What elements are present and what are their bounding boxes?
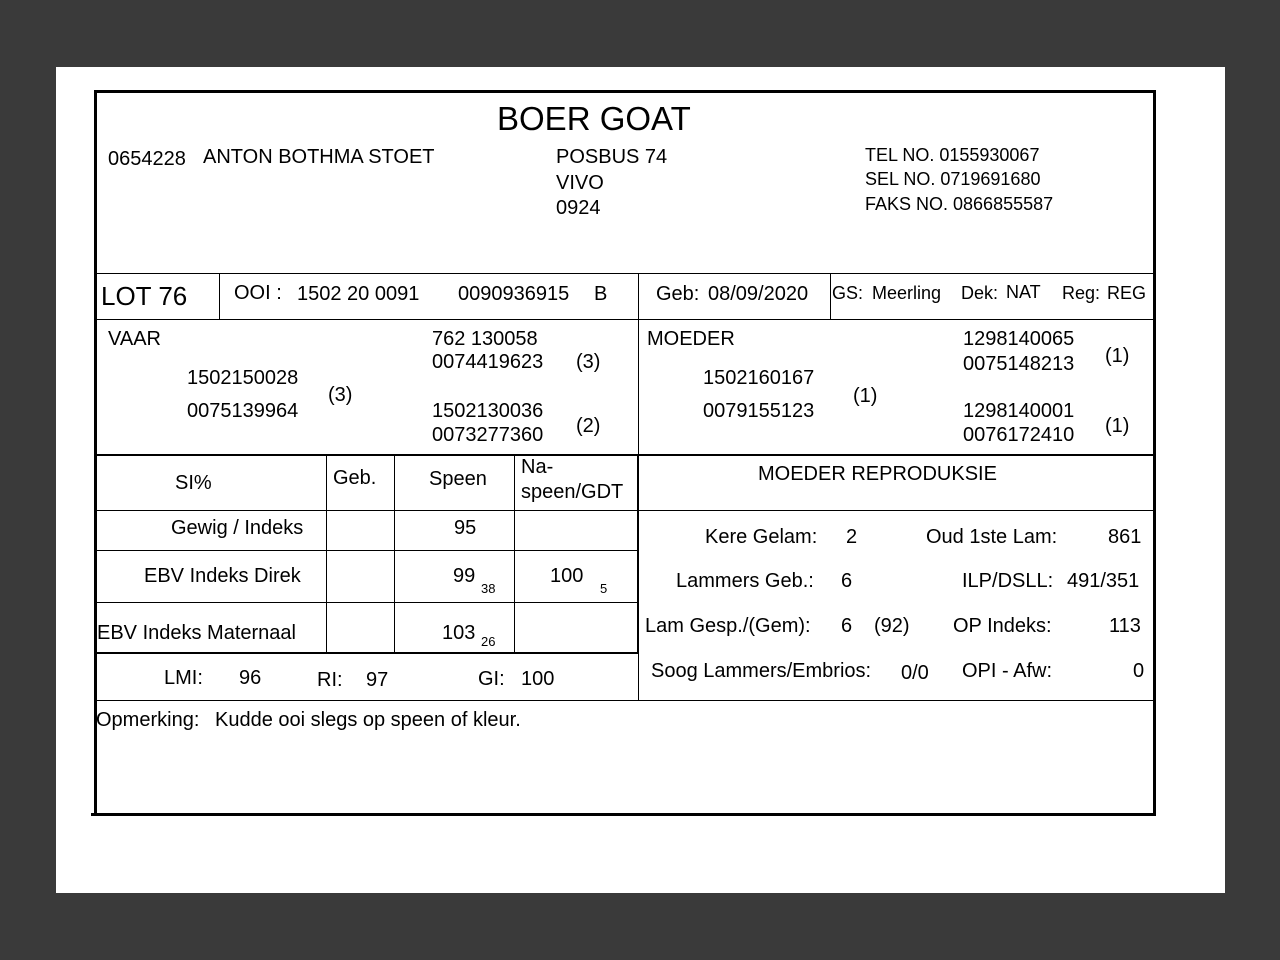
frame-right: [1153, 90, 1156, 816]
lammers-label: Lammers Geb.:: [676, 570, 814, 592]
lmi-label: LMI:: [164, 667, 203, 689]
vaar-id: 1502150028: [187, 367, 299, 389]
frame-bottom: [91, 813, 1156, 816]
row-label: Gewig / Indeks: [171, 517, 304, 539]
moeder-dam-id: 1298140001: [963, 400, 1075, 422]
address-line-3: 0924: [556, 197, 601, 219]
geb-header: Geb.: [333, 467, 377, 489]
moeder-label: MOEDER: [647, 328, 735, 350]
vaar-dam-id: 1502130036: [432, 400, 544, 422]
moeder-grade: (1): [853, 385, 878, 407]
divider: [94, 602, 638, 603]
gi-label: GI:: [478, 668, 505, 690]
moeder-id: 1502160167: [703, 367, 815, 389]
vaar-dam-number: 0073277360: [432, 424, 544, 446]
opi-value: 0: [1133, 660, 1145, 682]
divider: [830, 273, 831, 319]
moeder-sire-number: 0075148213: [963, 353, 1075, 375]
geb-label: Geb:: [656, 283, 700, 305]
lot-label: LOT 76: [101, 281, 188, 311]
soog-value: 0/0: [901, 662, 929, 684]
gs-value: Meerling: [872, 283, 942, 303]
reg-label: Reg:: [1062, 283, 1101, 303]
gesp-gem: (92): [874, 615, 910, 637]
dek-label: Dek:: [961, 283, 999, 303]
divider: [219, 273, 220, 319]
divider: [94, 652, 638, 654]
naspeen-header-line2: speen/GDT: [521, 481, 624, 503]
ilp-value: 491/351: [1067, 570, 1140, 592]
opmerking-label: Opmerking:: [96, 709, 200, 731]
divider: [94, 510, 1156, 511]
divider: [94, 550, 638, 551]
sel-number: SEL NO. 0719691680: [865, 169, 1041, 189]
address-line-1: POSBUS 74: [556, 146, 668, 168]
lammers-value: 6: [841, 570, 853, 592]
ri-value: 97: [366, 669, 389, 691]
kere-gelam-label: Kere Gelam:: [705, 526, 818, 548]
kere-gelam-value: 2: [846, 526, 858, 548]
row-speen-sub: 26: [481, 634, 496, 649]
ooi-number: 0090936915: [458, 283, 570, 305]
breeder-name: ANTON BOTHMA STOET: [203, 146, 435, 168]
row-speen-value: 99: [453, 565, 476, 587]
faks-number: FAKS NO. 0866855587: [865, 194, 1054, 214]
divider: [637, 454, 639, 654]
boer-goat-lot-card: [94, 90, 1156, 816]
vaar-sire-id: 762 130058: [432, 328, 538, 350]
lmi-value: 96: [239, 667, 262, 689]
ooi-id: 1502 20 0091: [297, 283, 420, 305]
frame-left: [94, 90, 97, 816]
vaar-sire-grade: (3): [576, 351, 601, 373]
naspeen-header-line1: Na-: [521, 456, 554, 478]
vaar-sire-number: 0074419623: [432, 351, 544, 373]
op-value: 113: [1109, 615, 1141, 637]
moeder-sire-id: 1298140065: [963, 328, 1075, 350]
dek-value: NAT: [1006, 282, 1041, 302]
oud-label: Oud 1ste Lam:: [926, 526, 1058, 548]
gs-label: GS:: [832, 283, 864, 303]
row-label: EBV Indeks Direk: [144, 565, 301, 587]
row-speen-value: 103: [442, 622, 476, 644]
vaar-label: VAAR: [108, 328, 161, 350]
opmerking-text: Kudde ooi slegs op speen of kleur.: [215, 709, 521, 731]
row-speen-sub: 38: [481, 581, 496, 596]
oud-value: 861: [1108, 526, 1142, 548]
address-line-2: VIVO: [556, 172, 604, 194]
opi-label: OPI - Afw:: [962, 660, 1053, 682]
vaar-dam-grade: (2): [576, 415, 601, 437]
vaar-number: 0075139964: [187, 400, 299, 422]
row-naspeen-value: 100: [550, 565, 584, 587]
divider: [94, 273, 1156, 274]
gi-value: 100: [521, 668, 555, 690]
row-speen-value: 95: [454, 517, 477, 539]
divider: [394, 454, 395, 652]
ri-label: RI:: [317, 669, 343, 691]
gesp-label: Lam Gesp./(Gem):: [645, 615, 811, 637]
op-label: OP Indeks:: [953, 615, 1052, 637]
ooi-grade: B: [594, 283, 608, 305]
soog-label: Soog Lammers/Embrios:: [651, 660, 872, 682]
gesp-value: 6: [841, 615, 853, 637]
divider: [94, 319, 1156, 320]
moeder-sire-grade: (1): [1105, 345, 1130, 367]
row-naspeen-sub: 5: [600, 581, 608, 596]
divider: [326, 454, 327, 652]
card-title: BOER GOAT: [497, 100, 691, 137]
geb-date: 08/09/2020: [708, 283, 809, 305]
row-label: EBV Indeks Maternaal: [97, 622, 296, 644]
frame-top: [94, 90, 1156, 93]
moeder-dam-grade: (1): [1105, 415, 1130, 437]
vaar-grade: (3): [328, 384, 353, 406]
reproduksie-title: MOEDER REPRODUKSIE: [758, 463, 997, 485]
divider: [94, 454, 1156, 456]
moeder-dam-number: 0076172410: [963, 424, 1075, 446]
ilp-label: ILP/DSLL:: [962, 570, 1054, 592]
moeder-number: 0079155123: [703, 400, 815, 422]
reg-value: REG: [1107, 283, 1147, 303]
tel-number: TEL NO. 0155930067: [865, 145, 1040, 165]
ooi-label: OOI :: [234, 282, 282, 304]
speen-header: Speen: [429, 468, 487, 490]
si-header: SI%: [175, 472, 212, 494]
divider: [94, 700, 1156, 701]
divider: [514, 454, 515, 652]
breeder-code: 0654228: [108, 148, 186, 170]
